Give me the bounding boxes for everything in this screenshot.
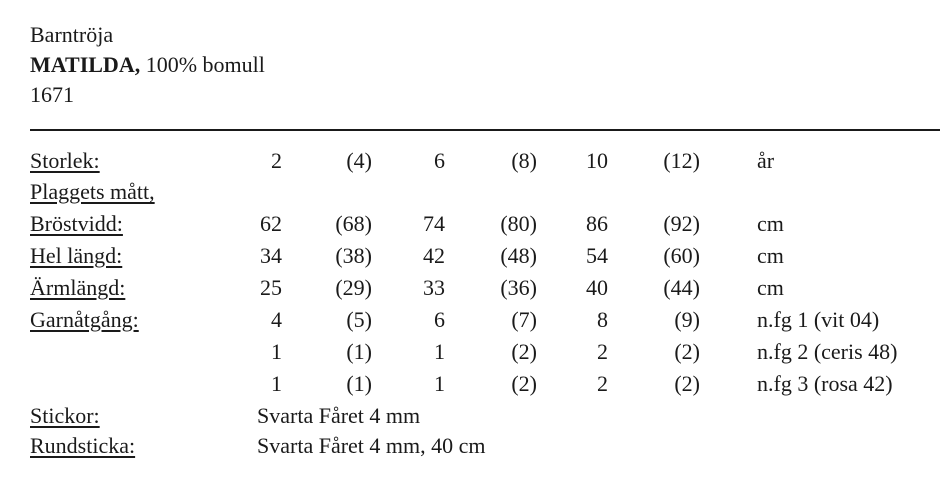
- needle-value: Svarta Fåret 4 mm, 40 cm: [257, 433, 486, 458]
- row-unit: n.fg 3 (rosa 42): [757, 371, 893, 396]
- value-cell: (2): [674, 339, 700, 364]
- value-cell: (60): [663, 243, 700, 268]
- yarn-color-3-row: [0, 368, 940, 399]
- value-cell: 4: [271, 307, 282, 332]
- value-cell: (2): [674, 371, 700, 396]
- value-cell: (1): [346, 371, 372, 396]
- circular-needle-row: [0, 430, 940, 461]
- value-cell: 1: [271, 339, 282, 364]
- measurements-heading-row: [0, 176, 940, 207]
- sleeve-length-row: [0, 272, 940, 303]
- value-cell: (80): [500, 211, 537, 236]
- value-cell: 1: [434, 371, 445, 396]
- pattern-name: MATILDA,: [30, 52, 141, 77]
- value-cell: 2: [271, 148, 282, 173]
- row-label: Ärmlängd:: [30, 275, 126, 300]
- value-cell: (5): [346, 307, 372, 332]
- row-unit: cm: [757, 211, 784, 236]
- value-cell: 54: [586, 243, 608, 268]
- value-cell: 6: [434, 148, 445, 173]
- value-cell: 1: [434, 339, 445, 364]
- value-cell: (92): [663, 211, 700, 236]
- row-unit: n.fg 1 (vit 04): [757, 307, 880, 332]
- pattern-material: 100% bomull: [140, 52, 265, 77]
- row-label: Garnåtgång:: [30, 307, 139, 332]
- value-cell: 86: [586, 211, 608, 236]
- garment-type: Barntröja: [30, 22, 114, 47]
- value-cell: (68): [335, 211, 372, 236]
- value-cell: 40: [586, 275, 608, 300]
- row-label: Stickor:: [30, 403, 100, 428]
- needles-row: [0, 400, 940, 431]
- value-cell: (44): [663, 275, 700, 300]
- value-cell: 62: [260, 211, 282, 236]
- row-label: Rundsticka:: [30, 433, 136, 458]
- value-cell: 33: [423, 275, 445, 300]
- row-unit: år: [757, 148, 775, 173]
- chest-width-row: [0, 208, 940, 239]
- needle-value: Svarta Fåret 4 mm: [257, 403, 421, 428]
- yarn-color-2-row: [0, 336, 940, 367]
- pattern-title-line: [30, 50, 265, 80]
- value-cell: (1): [346, 339, 372, 364]
- row-label: Plaggets mått,: [30, 179, 155, 204]
- row-unit: cm: [757, 275, 784, 300]
- value-cell: (48): [500, 243, 537, 268]
- value-cell: (9): [674, 307, 700, 332]
- row-unit: cm: [757, 243, 784, 268]
- size-row: [0, 145, 940, 176]
- value-cell: 2: [597, 371, 608, 396]
- row-unit: n.fg 2 (ceris 48): [757, 339, 898, 364]
- row-label: Bröstvidd:: [30, 211, 123, 236]
- pattern-number: 1671: [30, 82, 74, 107]
- value-cell: (12): [663, 148, 700, 173]
- pattern-header: [30, 20, 265, 110]
- value-cell: 42: [423, 243, 445, 268]
- value-cell: (8): [511, 148, 537, 173]
- value-cell: 2: [597, 339, 608, 364]
- header-divider: [30, 129, 940, 131]
- value-cell: 74: [423, 211, 445, 236]
- value-cell: 25: [260, 275, 282, 300]
- yarn-usage-row: [0, 304, 940, 335]
- value-cell: (7): [511, 307, 537, 332]
- value-cell: (29): [335, 275, 372, 300]
- value-cell: 6: [434, 307, 445, 332]
- value-cell: 8: [597, 307, 608, 332]
- row-label: Hel längd:: [30, 243, 123, 268]
- value-cell: (38): [335, 243, 372, 268]
- value-cell: (4): [346, 148, 372, 173]
- value-cell: 1: [271, 371, 282, 396]
- value-cell: (2): [511, 371, 537, 396]
- row-label: Storlek:: [30, 148, 100, 173]
- value-cell: 34: [260, 243, 282, 268]
- value-cell: (36): [500, 275, 537, 300]
- value-cell: (2): [511, 339, 537, 364]
- value-cell: 10: [586, 148, 608, 173]
- total-length-row: [0, 240, 940, 271]
